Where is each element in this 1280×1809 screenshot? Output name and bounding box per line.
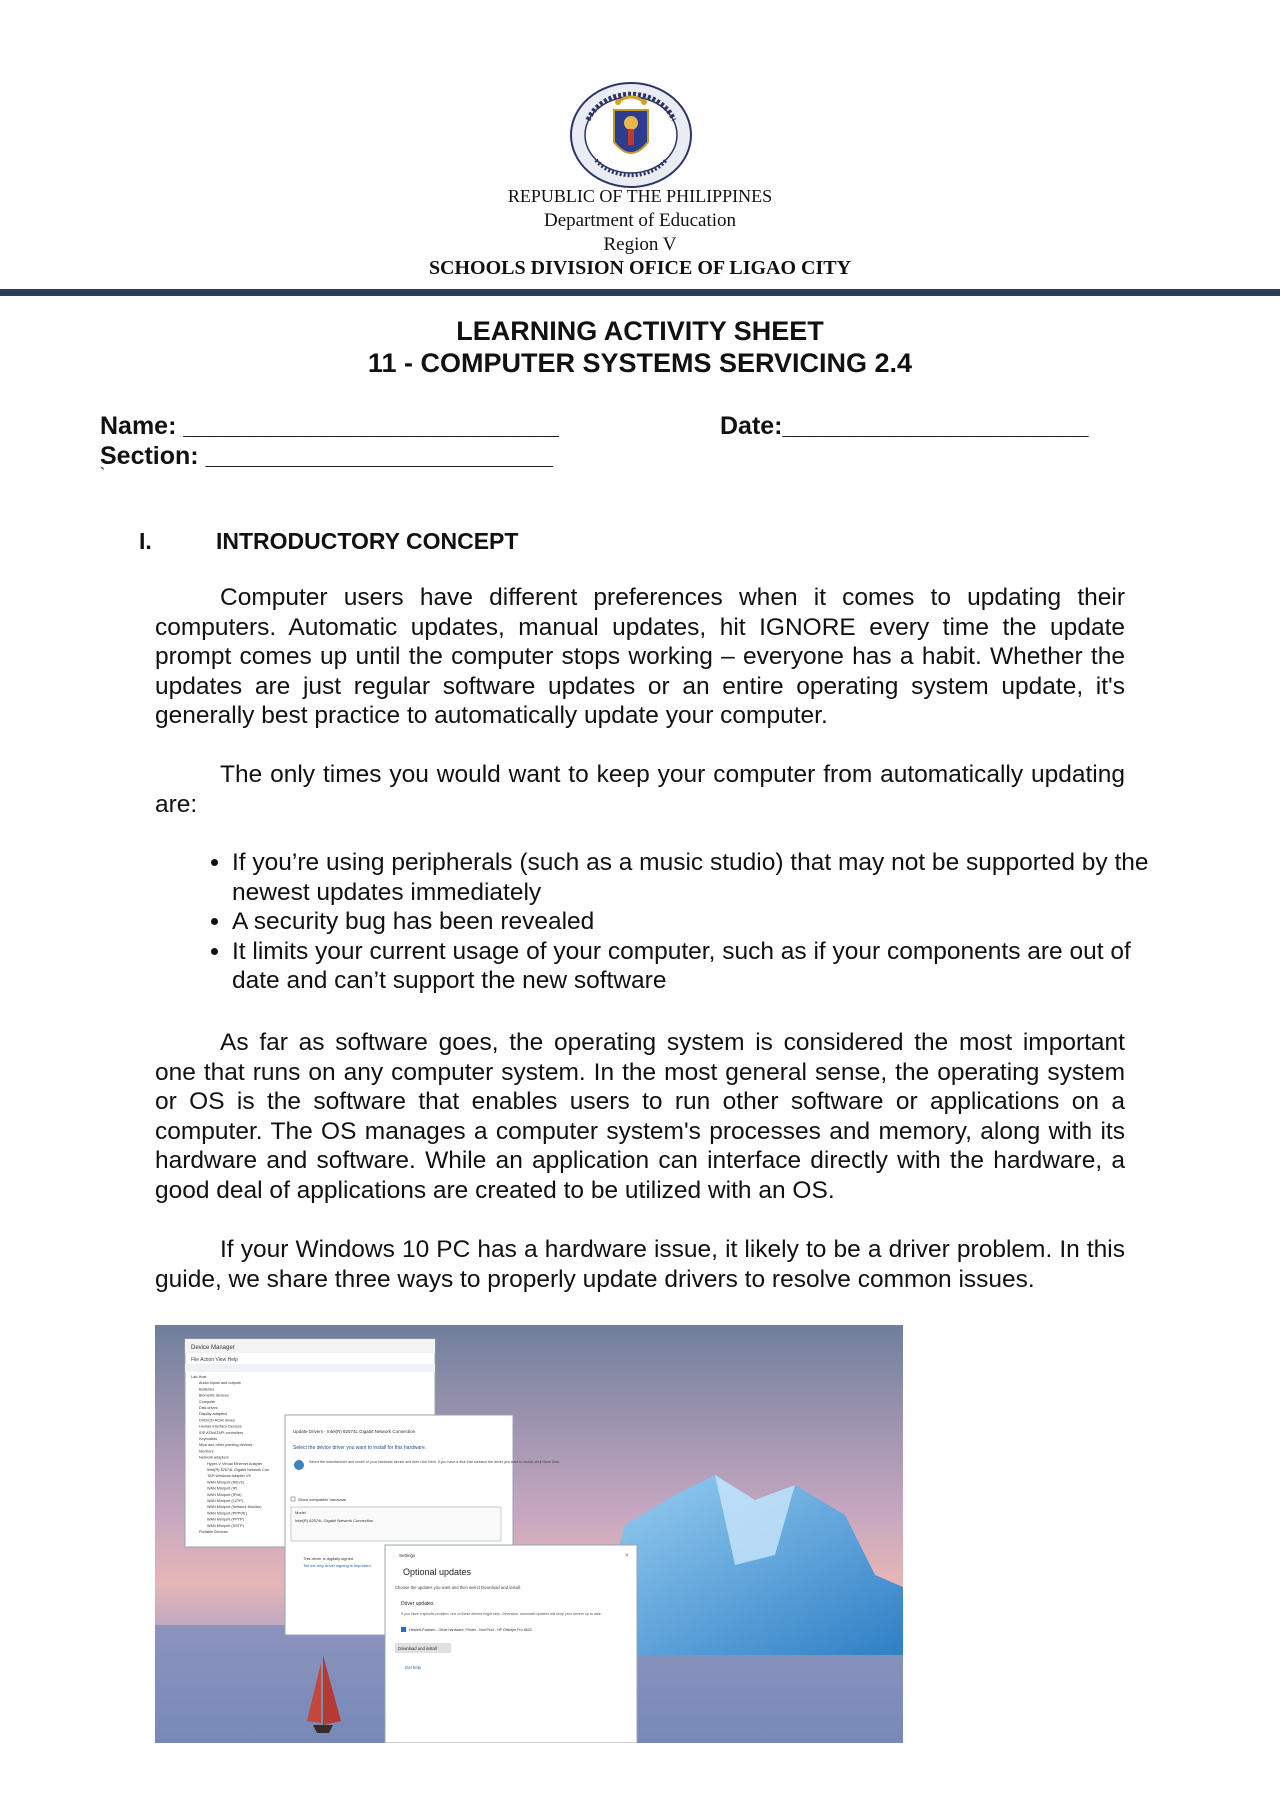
settings-title: Settings — [399, 1553, 416, 1558]
devmgr-tree-item: WAN Miniport (IPv6) — [207, 1492, 242, 1497]
list-item: • If you’re using peripherals (such as a music studio) that may not be supported by the newest updates immediately — [232, 848, 1167, 907]
update-desc: Select the manufacturer and model of your hardware device and then click Next. If you have a disk that contains the driver you want to install, click Have Disk. — [309, 1460, 560, 1464]
devmgr-tree-item: Batteries — [199, 1387, 214, 1392]
update-compat: Show compatible hardware — [298, 1497, 347, 1502]
update-model-label: Model — [295, 1510, 306, 1515]
driver-update-illustration — [155, 1325, 903, 1743]
devmgr-tree-item: WAN Miniport (PPPOE) — [207, 1511, 247, 1516]
stray-mark: ` — [100, 466, 106, 483]
devmgr-tree-item: Human Interface Devices — [199, 1424, 242, 1429]
devmgr-menu: File Action View Help — [191, 1357, 238, 1363]
devmgr-tree-item: Lab-Host — [191, 1375, 207, 1379]
settings-item: Hewlett-Packard - Other hardware, Printer - Null Print - HP Officejet Pro 8620 — [409, 1628, 532, 1632]
update-title: Update Drivers - Intel(R) 82574L Gigabit Network Connection — [293, 1429, 416, 1434]
deped-seal-logo — [566, 80, 696, 190]
reasons-list — [190, 848, 1167, 996]
settings-heading: Optional updates — [403, 1567, 472, 1577]
update-link: Tell me why driver signing is important — [303, 1563, 371, 1568]
section-field[interactable]: Section: _________________________ — [100, 442, 554, 470]
devmgr-title: Device Manager — [191, 1345, 235, 1351]
devmgr-tree-item: WAN Miniport (SSTP) — [207, 1523, 244, 1528]
paragraph-os: As far as software goes, the operating system is considered the most important one that runs on any computer system. In the most general sense, the operating system or OS is the software that enables users to run other software or applications on a computer. The OS manages a computer system's processes and memory, along with its hardware and software. While an application can interface directly with the hardware, a good deal of applications are created to be utilized with an OS. — [155, 1029, 1125, 1204]
update-model: Intel(R) 82574L Gigabit Network Connection — [295, 1518, 374, 1523]
devmgr-tree-item: Hyper-V Virtual Ethernet Adapter — [207, 1461, 263, 1466]
date-field[interactable]: Date:______________________ — [720, 412, 1089, 440]
devmgr-tree-item: WAN Miniport (IP) — [207, 1486, 238, 1491]
settings-driver: Driver updates — [401, 1601, 434, 1607]
devmgr-tree-item: Keyboards — [199, 1437, 218, 1441]
settings-help-link: Get help — [405, 1665, 421, 1670]
paragraph-drivers: If your Windows 10 PC has a hardware issue, it likely to be a driver problem. In this guide, we share three ways to properly update drivers to resolve common issues. — [155, 1236, 1125, 1293]
header-region: Region V — [603, 234, 677, 255]
devmgr-tree-item: WAN Miniport (L2TP) — [207, 1499, 243, 1503]
devmgr-tree-item: WAN Miniport (Network Monitor) — [207, 1505, 262, 1510]
header-republic: REPUBLIC OF THE PHILIPPINES — [507, 186, 773, 206]
devmgr-tree-item: Monitors — [199, 1449, 214, 1454]
header-division: SCHOOLS DIVISION OFICE OF LIGAO CITY — [428, 257, 852, 279]
devmgr-tree-item: Computer — [199, 1399, 216, 1404]
devmgr-tree-item: Biometric devices — [199, 1393, 229, 1398]
devmgr-tree-item: Mice and other pointing devices — [199, 1443, 253, 1448]
devmgr-tree-item: Intel(R) 82574L Gigabit Network Con — [207, 1468, 270, 1472]
section-title: INTRODUCTORY CONCEPT — [216, 528, 519, 554]
sheet-subject: 11 - COMPUTER SYSTEMS SERVICING 2.4 — [367, 348, 913, 378]
section-number: I. — [139, 528, 152, 554]
paragraph-when-not: The only times you would want to keep your computer from automatically updating are: — [155, 761, 1125, 818]
svg-text:×: × — [625, 1553, 629, 1559]
update-heading: Select the device driver you want to install for this hardware. — [293, 1445, 427, 1451]
settings-download-button: Download and install — [398, 1646, 437, 1651]
devmgr-tree-item: WAN Miniport (PPTP) — [207, 1517, 244, 1522]
devmgr-tree-item: Disk drives — [199, 1406, 218, 1410]
devmgr-tree-item: TAP-Windows Adapter V9 — [207, 1474, 251, 1479]
sheet-title: LEARNING ACTIVITY SHEET — [456, 316, 824, 346]
devmgr-tree-item: IDE ATA/ATAPI controllers — [199, 1430, 244, 1435]
paragraph-updates: Computer users have different preferences when it comes to updating their computers. Automatic updates, manual updates, hit IGNORE every time the update prompt comes up until the computer stops working – everyone has a habit. Whether the updates are just regular software updates or an entire operating system update, it's generally best practice to automatically update your computer. — [155, 584, 1125, 730]
list-item: • A security bug has been revealed — [232, 907, 1167, 937]
settings-driver-desc: If you have a specific problem, one of these drivers might help. Otherwise, automatic updates will keep your drivers up to date. — [401, 1612, 602, 1616]
devmgr-tree-item: WAN Miniport (IKEv2) — [207, 1480, 244, 1485]
settings-sub: Choose the updates you want and then select Download and install. — [395, 1585, 521, 1590]
devmgr-tree-item: Audio inputs and outputs — [199, 1381, 241, 1386]
devmgr-tree-item: Network adapters — [199, 1455, 229, 1460]
devmgr-tree-item: DVD/CD-ROM drives — [199, 1418, 235, 1423]
devmgr-tree-item: Portable Devices — [199, 1530, 228, 1534]
header-department: Department of Education — [543, 210, 737, 231]
list-item: • It limits your current usage of your computer, such as if your components are out of date and can’t support the new software — [232, 937, 1167, 996]
devmgr-tree-item: Display adapters — [199, 1412, 228, 1417]
header-divider — [0, 289, 1280, 296]
name-field[interactable]: Name: ___________________________ — [100, 412, 559, 440]
update-signed: This driver is digitally signed. — [303, 1556, 355, 1561]
settings-window — [385, 1545, 637, 1743]
